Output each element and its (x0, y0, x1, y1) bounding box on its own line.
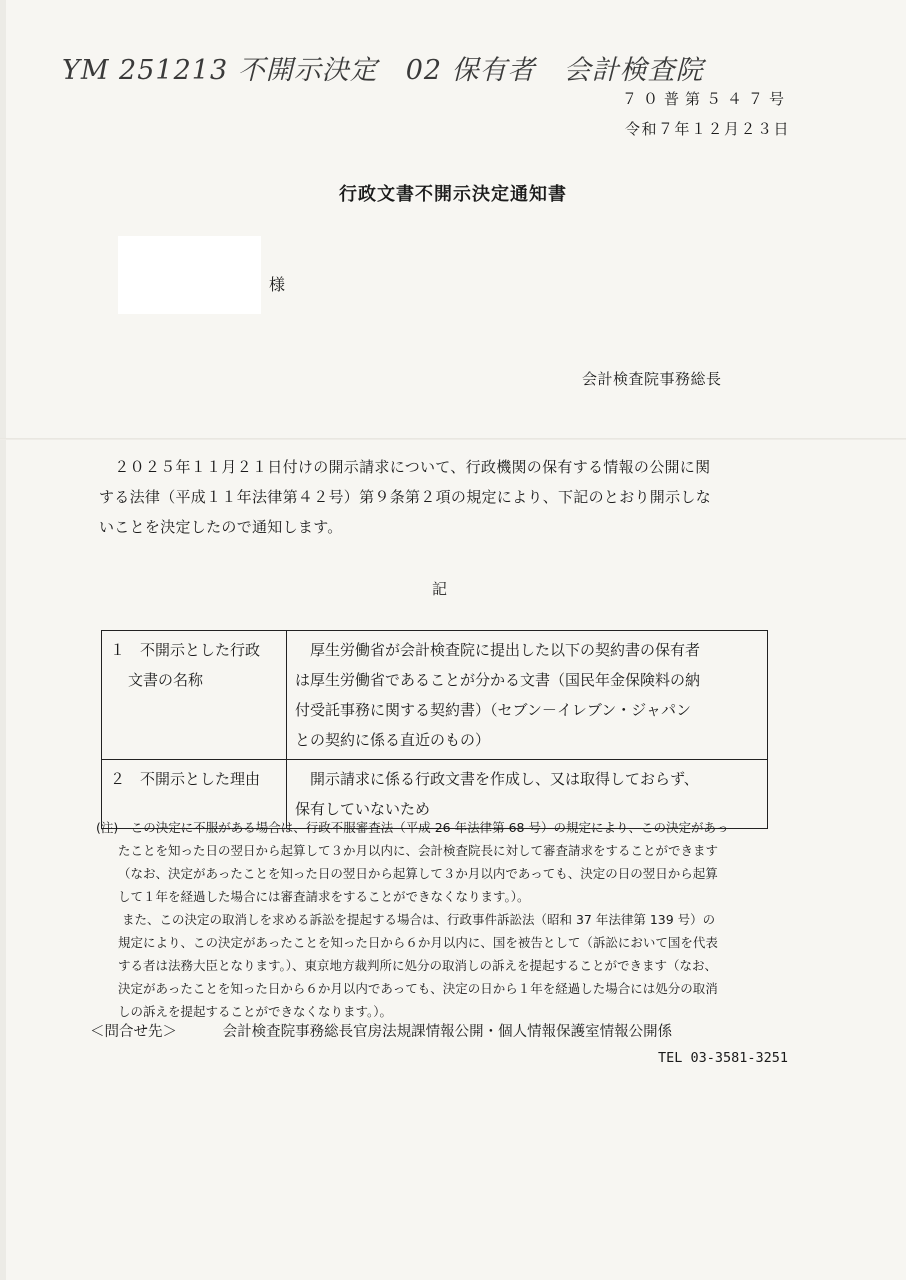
note-line: しの訴えを提起することができなくなります。）。 (118, 1004, 393, 1019)
value-line: 厚生労働省が会計検査院に提出した以下の契約書の保有者 (310, 641, 701, 659)
sender-name: 会計検査院事務総長 (582, 370, 722, 388)
label-line: １ 不開示とした行政 (110, 641, 261, 659)
body-line: する法律（平成１１年法律第４２号）第９条第２項の規定により、下記のとおり開示しな (99, 488, 712, 506)
paper-fold-line (0, 438, 906, 440)
recipient-honorific: 様 (269, 275, 286, 294)
note-line: (注) この決定に不服がある場合は、行政不服審査法（平成 26 年法律第 68 号）の規定により、この決定があっ (96, 820, 729, 835)
notice-body (99, 452, 799, 542)
row-value (287, 631, 768, 760)
value-line: 保有していないため (295, 800, 431, 818)
note-line: 規定により、この決定があったことを知った日から６か月以内に、国を被告として（訴訟において国を代表 (118, 935, 718, 950)
note-line: また、この決定の取消しを求める訴訟を提起する場合は、行政事件訴訟法（昭和 37 年法律第 139 号）の (122, 912, 716, 927)
appeal-notes (96, 816, 800, 1023)
document-title: 行政文書不開示決定通知書 (339, 184, 567, 205)
note-line: して１年を経過した場合には審査請求をすることができなくなります。）。 (118, 889, 530, 904)
contact-info (90, 1020, 672, 1041)
body-line: いことを決定したので通知します。 (99, 518, 343, 536)
value-line: 開示請求に係る行政文書を作成し、又は取得しておらず、 (310, 770, 699, 788)
note-line: する者は法務大臣となります。）、東京地方裁判所に処分の取消しの訴えを提起することができます（なお、 (118, 958, 718, 973)
ki-heading: 記 (432, 580, 448, 598)
handwritten-note: YM 251213 不開示決定 02 保有者 会計検査院 (62, 55, 704, 86)
note-line: たことを知った日の翌日から起算して３か月以内に、会計検査院長に対して審査請求をすることができます (118, 843, 719, 858)
contact-department: 会計検査院事務総長官房法規課情報公開・個人情報保護室情報公開係 (222, 1024, 673, 1040)
document-number: ７０普第５４７号 (621, 90, 790, 108)
decision-details-table (101, 630, 768, 829)
contact-label: ＜問合せ先＞ (90, 1024, 177, 1040)
row-label (102, 631, 287, 760)
value-line: 付受託事務に関する契約書）（セブン－イレブン・ジャパン (295, 701, 692, 719)
note-line: 決定があったことを知った日から６か月以内であっても、決定の日から１年を経過した場合には処分の取消 (118, 981, 718, 996)
body-line: ２０２５年１１月２１日付けの開示請求について、行政機関の保有する情報の公開に関 (99, 458, 711, 476)
contact-telephone: TEL 03-3581-3251 (658, 1050, 789, 1066)
value-line: との契約に係る直近のもの） (295, 731, 491, 749)
value-line: は厚生労働省であることが分かる文書（国民年金保険料の納 (295, 671, 701, 689)
redacted-recipient-name (118, 236, 261, 314)
document-date: 令和７年１２月２３日 (624, 120, 790, 138)
note-line: （なお、決定があったことを知った日の翌日から起算して３か月以内であっても、決定の日の翌日から起算 (118, 866, 718, 881)
table-row (102, 631, 768, 760)
label-line: 文書の名称 (128, 671, 204, 689)
label-line: ２ 不開示とした理由 (110, 770, 261, 788)
